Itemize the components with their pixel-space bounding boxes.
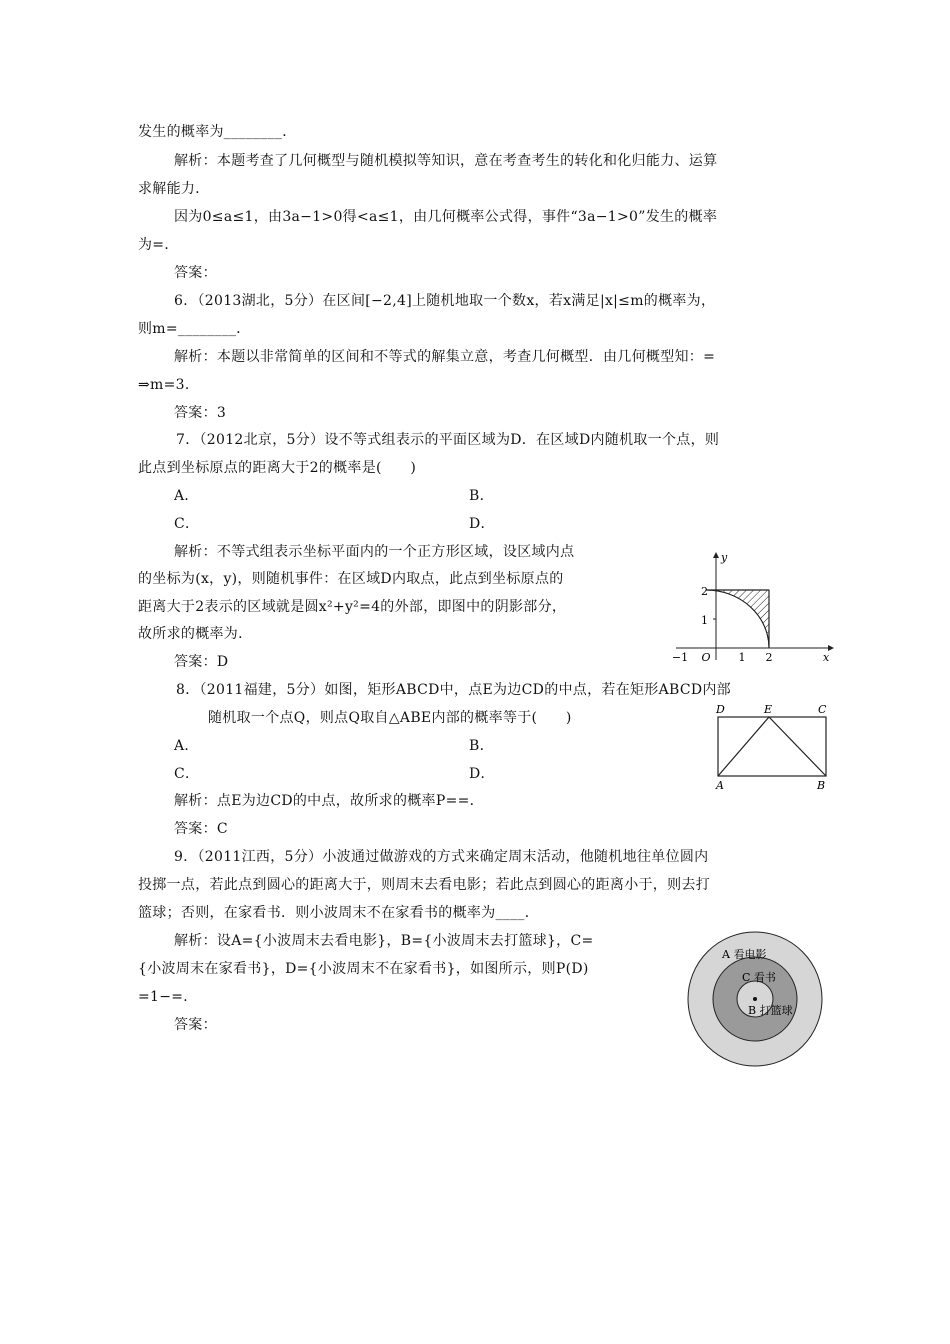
tick-y-1: 1 (701, 614, 708, 627)
rectangle-abcd (718, 717, 826, 776)
label-b: B (817, 779, 826, 792)
label-e: E (764, 703, 773, 716)
text-line-3: 求解能力． (138, 181, 210, 197)
question-9: 9．（2011江西，5分）小波通过做游戏的方式来确定周末活动，他随机地往单位圆内 (174, 849, 709, 865)
answer-8: 答案：C (174, 821, 228, 837)
analysis-7-l2: 的坐标为(x，y)，则随机事件：在区域D内取点，此点到坐标原点的 (138, 571, 564, 587)
text-line-5: 为=． (138, 237, 179, 253)
center-dot (753, 997, 757, 1001)
tick-y-2: 2 (701, 585, 708, 598)
analysis-8: 解析：点E为边CD的中点，故所求的概率P==． (174, 793, 484, 809)
figure-concentric-circles (684, 928, 826, 1070)
label-a: A (716, 779, 724, 792)
option-7a: A． (174, 488, 199, 504)
tick-x-1: 1 (738, 651, 746, 664)
question-8-cont: 随机取一个点Q，则点Q取自△ABE内部的概率等于( ) (208, 710, 572, 726)
option-7d: D． (469, 516, 495, 532)
option-7c: C． (174, 516, 200, 532)
tick-x-2: 2 (765, 651, 773, 664)
y-axis-label: y (721, 551, 728, 564)
option-8d: D． (469, 766, 495, 782)
figure-quarter-circle (668, 548, 838, 668)
analysis-9: 解析：设A={小波周末去看电影}，B={小波周末去打篮球}，C= (174, 933, 594, 949)
question-9-l3: 篮球；否则，在家看书．则小波周末不在家看书的概率为____． (138, 905, 539, 921)
analysis-7: 解析：不等式组表示坐标平面内的一个正方形区域，设区域内点 (174, 544, 575, 560)
answer-line-5: 答案： (174, 265, 217, 281)
label-outer: A 看电影 (722, 948, 767, 961)
analysis-7-l4: 故所求的概率为． (138, 626, 253, 642)
answer-9: 答案： (174, 1017, 217, 1033)
question-6: 6．（2013湖北，5分）在区间[−2,4]上随机地取一个数x，若x满足|x|≤m的概率为， (174, 293, 716, 309)
option-7b: B． (469, 488, 494, 504)
triangle-abe (718, 717, 826, 776)
question-7: 7．（2012北京，5分）设不等式组表示的平面区域为D．在区域D内随机取一个点，则 (176, 432, 720, 448)
analysis-9-l3: =1−=． (138, 989, 198, 1005)
tick-x-minus1: −1 (671, 651, 689, 664)
analysis-6-cont: ⇒m=3． (138, 377, 200, 393)
x-axis-label: x (823, 651, 830, 664)
text-line-2: 解析：本题考查了几何概型与随机模拟等知识，意在考查考生的转化和化归能力、运算 (174, 153, 718, 169)
analysis-7-l3: 距离大于2表示的区域就是圆x²+y²=4的外部，即图中的阴影部分， (138, 599, 567, 615)
text-line-4: 因为0≤a≤1，由3a−1>0得<a≤1，由几何概率公式得，事件“3a−1>0”发生的概率 (174, 209, 718, 225)
label-middle: C 看书 (742, 971, 776, 984)
question-6-blank: 则m=________． (138, 321, 251, 337)
label-inner: B 打篮球 (748, 1004, 793, 1017)
option-8c: C． (174, 766, 200, 782)
label-c: C (818, 703, 827, 716)
origin-label: O (701, 651, 711, 664)
question-8: 8．（2011福建，5分）如图，矩形ABCD中，点E为边CD的中点，若在矩形ABCD内部 (176, 682, 731, 698)
answer-6: 答案：3 (174, 405, 227, 421)
answer-7: 答案：D (174, 654, 229, 670)
analysis-9-l2: {小波周末在家看书}，D={小波周末不在家看书}，如图所示，则P(D) (138, 961, 589, 977)
text-line-1: 发生的概率为________． (138, 124, 297, 140)
option-8a: A． (174, 738, 199, 754)
option-8b: B． (469, 738, 494, 754)
question-7-cont: 此点到坐标原点的距离大于2的概率是( ) (138, 460, 417, 476)
figure-rectangle (706, 700, 836, 795)
analysis-6: 解析：本题以非常简单的区间和不等式的解集立意，考查几何概型．由几何概型知：= (174, 349, 716, 365)
question-9-l2: 投掷一点，若此点到圆心的距离大于，则周末去看电影；若此点到圆心的距离小于，则去打 (138, 877, 710, 893)
label-d: D (716, 703, 725, 716)
